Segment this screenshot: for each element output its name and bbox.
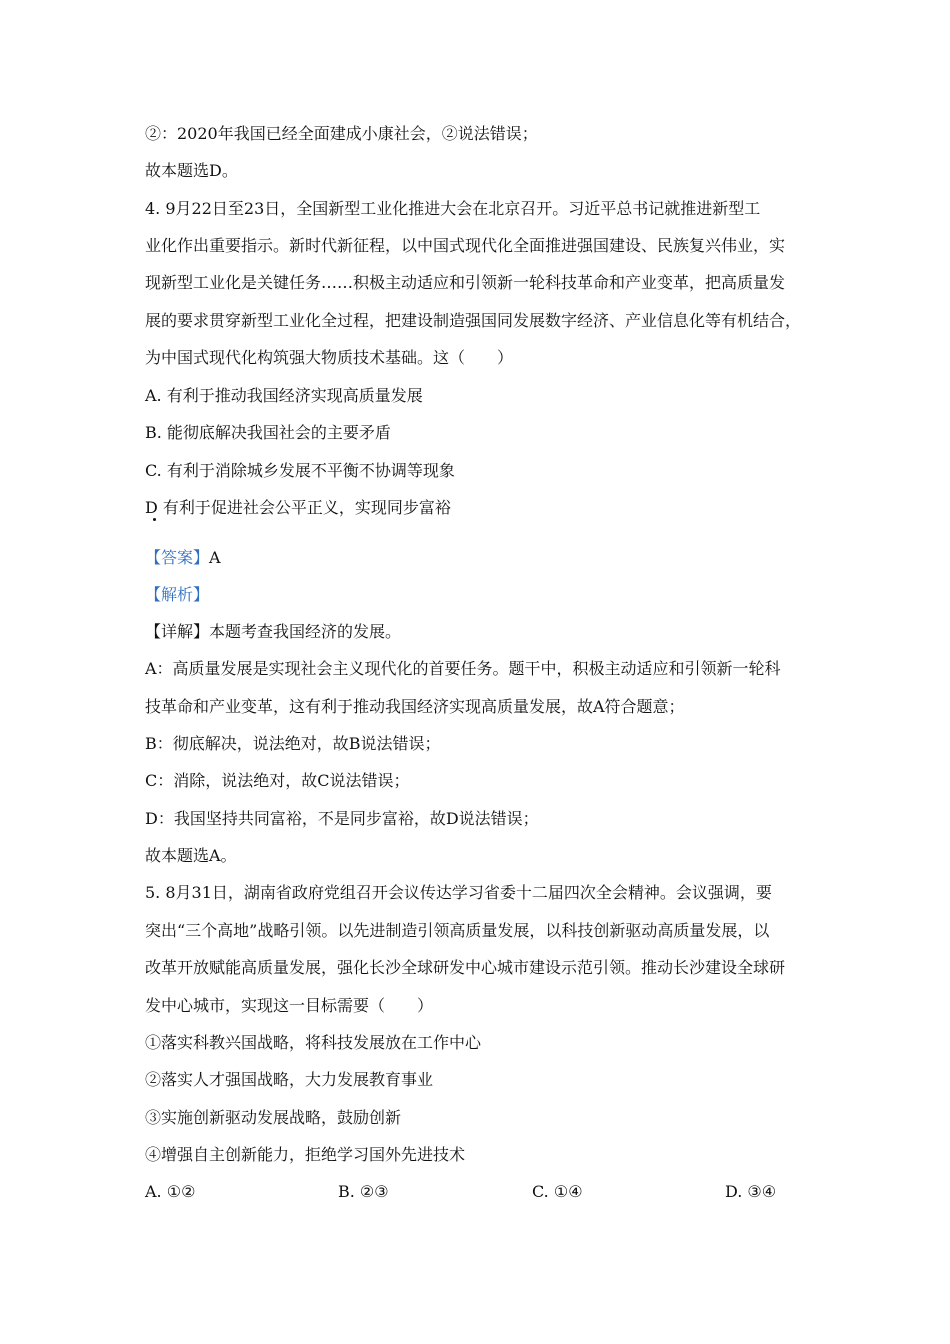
text-line: 故本题选D。 <box>145 161 238 180</box>
analysis-label: 【解析】 <box>145 585 210 604</box>
question-5-option-b: B. ②③ <box>338 1182 389 1201</box>
question-4-option-b: B. 能彻底解决我国社会的主要矛盾 <box>145 423 391 442</box>
question-4-option-a: A. 有利于推动我国经济实现高质量发展 <box>145 386 423 405</box>
detail-line: 故本题选A。 <box>145 846 237 865</box>
question-4-stem: 展的要求贯穿新型工业化全过程，把建设制造强国同发展数字经济、产业信息化等有机结合， <box>145 311 802 330</box>
question-5-option-d: D. ③④ <box>725 1182 777 1201</box>
text-line: ②：2020年我国已经全面建成小康社会，②说法错误； <box>145 124 538 143</box>
question-4-option-c: C. 有利于消除城乡发展不平衡不协调等现象 <box>145 461 455 480</box>
question-4-stem: 现新型工业化是关键任务……积极主动适应和引领新一轮科技革命和产业变革，把高质量发 <box>145 273 786 292</box>
detail-line: 技革命和产业变革，这有利于推动我国经济实现高质量发展，故A符合题意； <box>145 697 685 716</box>
question-5-stem: 发中心城市，实现这一目标需要（ ） <box>145 996 434 1015</box>
question-5-option-c: C. ①④ <box>532 1182 583 1201</box>
question-4-option-d: D 有利于促进社会公平正义，实现同步富裕 <box>145 498 451 517</box>
detail-line: B：彻底解决，说法绝对，故B说法错误； <box>145 734 441 753</box>
question-5-stem: 改革开放赋能高质量发展，强化长沙全球研发中心城市建设示范引领。推动长沙建设全球研 <box>145 958 786 977</box>
answer-label: 【答案】 <box>145 548 210 567</box>
detail-line: A：高质量发展是实现社会主义现代化的首要任务。题干中，积极主动适应和引领新一轮科 <box>145 659 781 678</box>
detail-line: 【详解】本题考查我国经济的发展。 <box>145 622 402 641</box>
question-4-stem: 业化作出重要指示。新时代新征程，以中国式现代化全面推进强国建设、民族复兴伟业，实 <box>145 236 786 255</box>
question-4-stem: 为中国式现代化构筑强大物质技术基础。这（ ） <box>145 348 514 367</box>
question-5-option-a: A. ①② <box>145 1182 196 1201</box>
question-5-statement: ①落实科教兴国战略，将科技发展放在工作中心 <box>145 1033 482 1052</box>
question-5-statement: ②落实人才强国战略，大力发展教育事业 <box>145 1070 434 1089</box>
detail-line: D：我国坚持共同富裕，不是同步富裕，故D说法错误； <box>145 809 539 828</box>
stray-dot <box>153 518 156 521</box>
answer-value: A <box>209 548 221 567</box>
question-5-statement: ④增强自主创新能力，拒绝学习国外先进技术 <box>145 1145 466 1164</box>
question-5-stem: 突出“三个高地”战略引领。以先进制造引领高质量发展，以科技创新驱动高质量发展，以 <box>145 921 770 940</box>
question-4-stem: 4. 9月22日至23日，全国新型工业化推进大会在北京召开。习近平总书记就推进新型工 <box>145 199 761 218</box>
detail-line: C：消除，说法绝对，故C说法错误； <box>145 771 410 790</box>
question-5-statement: ③实施创新驱动发展战略，鼓励创新 <box>145 1108 402 1127</box>
question-5-stem: 5. 8月31日，湖南省政府党组召开会议传达学习省委十二届四次全会精神。会议强调，要 <box>145 883 772 902</box>
answer-row <box>145 548 221 568</box>
